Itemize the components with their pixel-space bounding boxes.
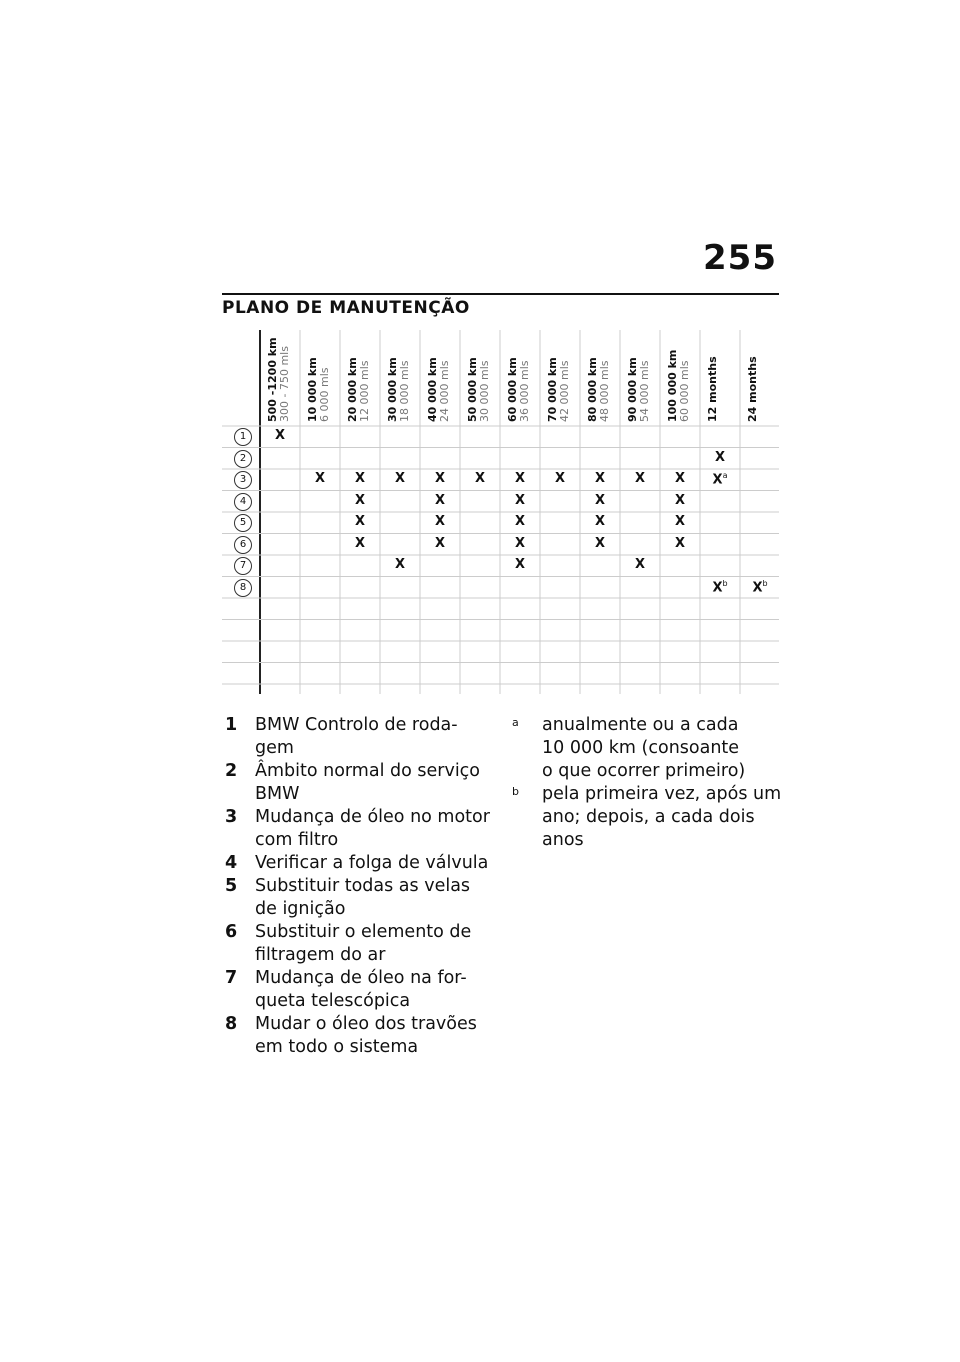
maintenance-mark: [700, 450, 740, 465]
column-header-km: 40 000 km: [426, 357, 439, 422]
legend-item: [225, 852, 495, 875]
maintenance-mark: [340, 536, 380, 551]
maintenance-mark: [460, 471, 500, 486]
maintenance-mark: [340, 493, 380, 508]
maintenance-mark: [580, 471, 620, 486]
mark-text: X: [474, 471, 486, 486]
maintenance-mark: [580, 536, 620, 551]
maintenance-mark: [540, 471, 580, 486]
mark-text: X: [594, 514, 606, 529]
column-header-km: 10 000 km: [306, 357, 319, 422]
mark-text: X: [434, 514, 446, 529]
legend-text: Substituir o elemento de filtragem do ar: [255, 922, 472, 965]
maintenance-mark: [420, 493, 460, 508]
mark-text: X: [594, 471, 606, 486]
row-number-badge: 3: [234, 471, 252, 489]
legend-number: 6: [225, 922, 238, 942]
maintenance-mark: [620, 557, 660, 572]
mark-text: X: [394, 557, 406, 572]
page-number: 255: [703, 238, 777, 278]
mark-text: X: [714, 449, 726, 465]
mark-text: X: [434, 535, 446, 551]
row-number-badge: 1: [234, 428, 252, 446]
legend-number: 3: [225, 807, 238, 827]
column-header: [387, 357, 411, 422]
mark-text: X: [274, 428, 286, 443]
column-header-km: 12 months: [706, 356, 719, 422]
mark-text: X: [594, 535, 606, 551]
mark-text: X: [514, 492, 526, 508]
column-header-mls: 18 000 mls: [398, 360, 411, 422]
mark-text: X: [554, 471, 566, 486]
row-number-badge: 7: [234, 557, 252, 575]
column-header: [547, 357, 571, 422]
maintenance-mark: [420, 471, 460, 486]
mark-text: X: [712, 472, 723, 488]
column-header: [427, 357, 451, 422]
mark-text: X: [674, 492, 686, 508]
row-number-badge: 4: [234, 493, 252, 511]
mark-text: X: [674, 535, 686, 551]
maintenance-mark: [660, 536, 700, 551]
mark-text: X: [434, 492, 446, 508]
column-header-km: 20 000 km: [346, 357, 359, 422]
maintenance-mark: [500, 536, 540, 551]
maintenance-mark: [380, 557, 420, 572]
section-title: PLANO DE MANUTENÇÃO: [222, 298, 470, 318]
maintenance-mark: [660, 493, 700, 508]
column-header-mls: 24 000 mls: [438, 360, 451, 422]
footnote-item: [512, 714, 782, 783]
column-header: [467, 357, 491, 422]
column-header: [667, 350, 691, 422]
mark-text: X: [514, 557, 526, 572]
column-header-mls: 42 000 mls: [558, 360, 571, 422]
column-header-km: 50 000 km: [466, 357, 479, 422]
legend-text: Mudar o óleo dos travões em todo o sistema: [255, 1014, 477, 1057]
legend-item: [225, 1013, 495, 1059]
mark-text: X: [674, 514, 686, 529]
legend-number: 1: [225, 715, 238, 735]
legend-item: [225, 967, 495, 1013]
mark-text: X: [354, 471, 366, 486]
maintenance-mark: [500, 557, 540, 572]
legend-text: Mudança de óleo na for- queta telescópica: [255, 968, 467, 1011]
maintenance-mark: [500, 493, 540, 508]
maintenance-mark: [620, 471, 660, 486]
legend-text: Âmbito normal do serviço BMW: [255, 761, 481, 804]
maintenance-mark: [660, 514, 700, 529]
column-header-mls: 60 000 mls: [678, 360, 691, 422]
footnote-list: [512, 714, 782, 852]
legend-number: 4: [225, 853, 238, 873]
mark-text: X: [712, 579, 723, 595]
mark-text: X: [674, 471, 686, 486]
maintenance-mark: [700, 579, 740, 595]
column-header-mls: 12 000 mls: [358, 360, 371, 422]
legend-item: [225, 806, 495, 852]
legend-text: Verificar a folga de válvula: [255, 853, 489, 873]
legend-number: 2: [225, 761, 238, 781]
mark-text: X: [514, 514, 526, 529]
column-header-km: 60 000 km: [506, 357, 519, 422]
maintenance-mark: [420, 536, 460, 551]
mark-text: X: [354, 535, 366, 551]
footnote-text: anualmente ou a cada 10 000 km (consoante o que ocorrer primeiro): [542, 715, 746, 781]
legend-number: 5: [225, 876, 238, 896]
legend-number: 7: [225, 968, 238, 988]
footnote-marker: a: [512, 716, 519, 729]
legend-list: [225, 714, 495, 1059]
column-header-mls: 54 000 mls: [638, 360, 651, 422]
mark-footnote-ref: a: [722, 471, 728, 480]
row-number-badge: 8: [234, 579, 252, 597]
mark-footnote-ref: b: [762, 578, 768, 588]
maintenance-mark: [260, 428, 300, 443]
column-header-mls: 6 000 mls: [318, 367, 331, 422]
maintenance-table: [222, 330, 779, 705]
maintenance-mark: [580, 514, 620, 529]
row-number-badge: 5: [234, 514, 252, 532]
legend-item: [225, 875, 495, 921]
footnote-item: [512, 783, 782, 852]
row-number-badge: 6: [234, 536, 252, 554]
column-header-km: 70 000 km: [546, 357, 559, 422]
column-header-km: 80 000 km: [586, 357, 599, 422]
row-number-badge: 2: [234, 450, 252, 468]
mark-text: X: [394, 471, 406, 486]
maintenance-mark: [340, 514, 380, 529]
column-header-mls: 300 - 750 mls: [278, 346, 291, 422]
mark-text: X: [354, 492, 366, 508]
column-header: [627, 357, 651, 422]
mark-text: X: [634, 471, 646, 486]
footnote-marker: b: [512, 785, 519, 798]
column-header: [347, 357, 371, 422]
mark-text: X: [434, 471, 446, 486]
maintenance-mark: [740, 579, 780, 595]
column-header-mls: 30 000 mls: [478, 360, 491, 422]
maintenance-mark: [300, 471, 340, 486]
column-header-mls: 48 000 mls: [598, 360, 611, 422]
mark-text: X: [634, 557, 646, 572]
legend-text: BMW Controlo de roda- gem: [255, 715, 458, 758]
column-header: [267, 337, 291, 422]
mark-text: X: [752, 579, 763, 595]
maintenance-mark: [340, 471, 380, 486]
legend-item: [225, 921, 495, 967]
maintenance-mark: [580, 493, 620, 508]
maintenance-mark: [660, 471, 700, 486]
column-header-km: 500 -1200 km: [266, 337, 279, 422]
legend-item: [225, 760, 495, 806]
column-header: [587, 357, 611, 422]
column-header: [747, 356, 759, 422]
maintenance-mark: [500, 514, 540, 529]
column-header-km: 90 000 km: [626, 357, 639, 422]
maintenance-mark: [700, 471, 740, 487]
legend-item: [225, 714, 495, 760]
mark-text: X: [314, 471, 326, 486]
column-header: [307, 357, 331, 422]
column-header-mls: 36 000 mls: [518, 360, 531, 422]
maintenance-mark: [380, 471, 420, 486]
mark-text: X: [514, 535, 526, 551]
column-header-km: 24 months: [746, 356, 759, 422]
mark-text: X: [354, 514, 366, 529]
column-header-km: 30 000 km: [386, 357, 399, 422]
legend-text: Substituir todas as velas de ignição: [255, 876, 471, 919]
column-header-km: 100 000 km: [666, 349, 679, 422]
column-header: [507, 357, 531, 422]
mark-text: X: [514, 471, 526, 486]
legend-text: Mudança de óleo no motor com filtro: [255, 807, 490, 850]
title-rule: [222, 293, 779, 295]
mark-text: X: [594, 492, 606, 508]
legend-number: 8: [225, 1014, 238, 1034]
column-header: [707, 356, 719, 422]
maintenance-mark: [420, 514, 460, 529]
footnote-text: pela primeira vez, após um ano; depois, a cada dois anos: [542, 784, 782, 850]
maintenance-mark: [500, 471, 540, 486]
mark-footnote-ref: b: [722, 578, 728, 588]
